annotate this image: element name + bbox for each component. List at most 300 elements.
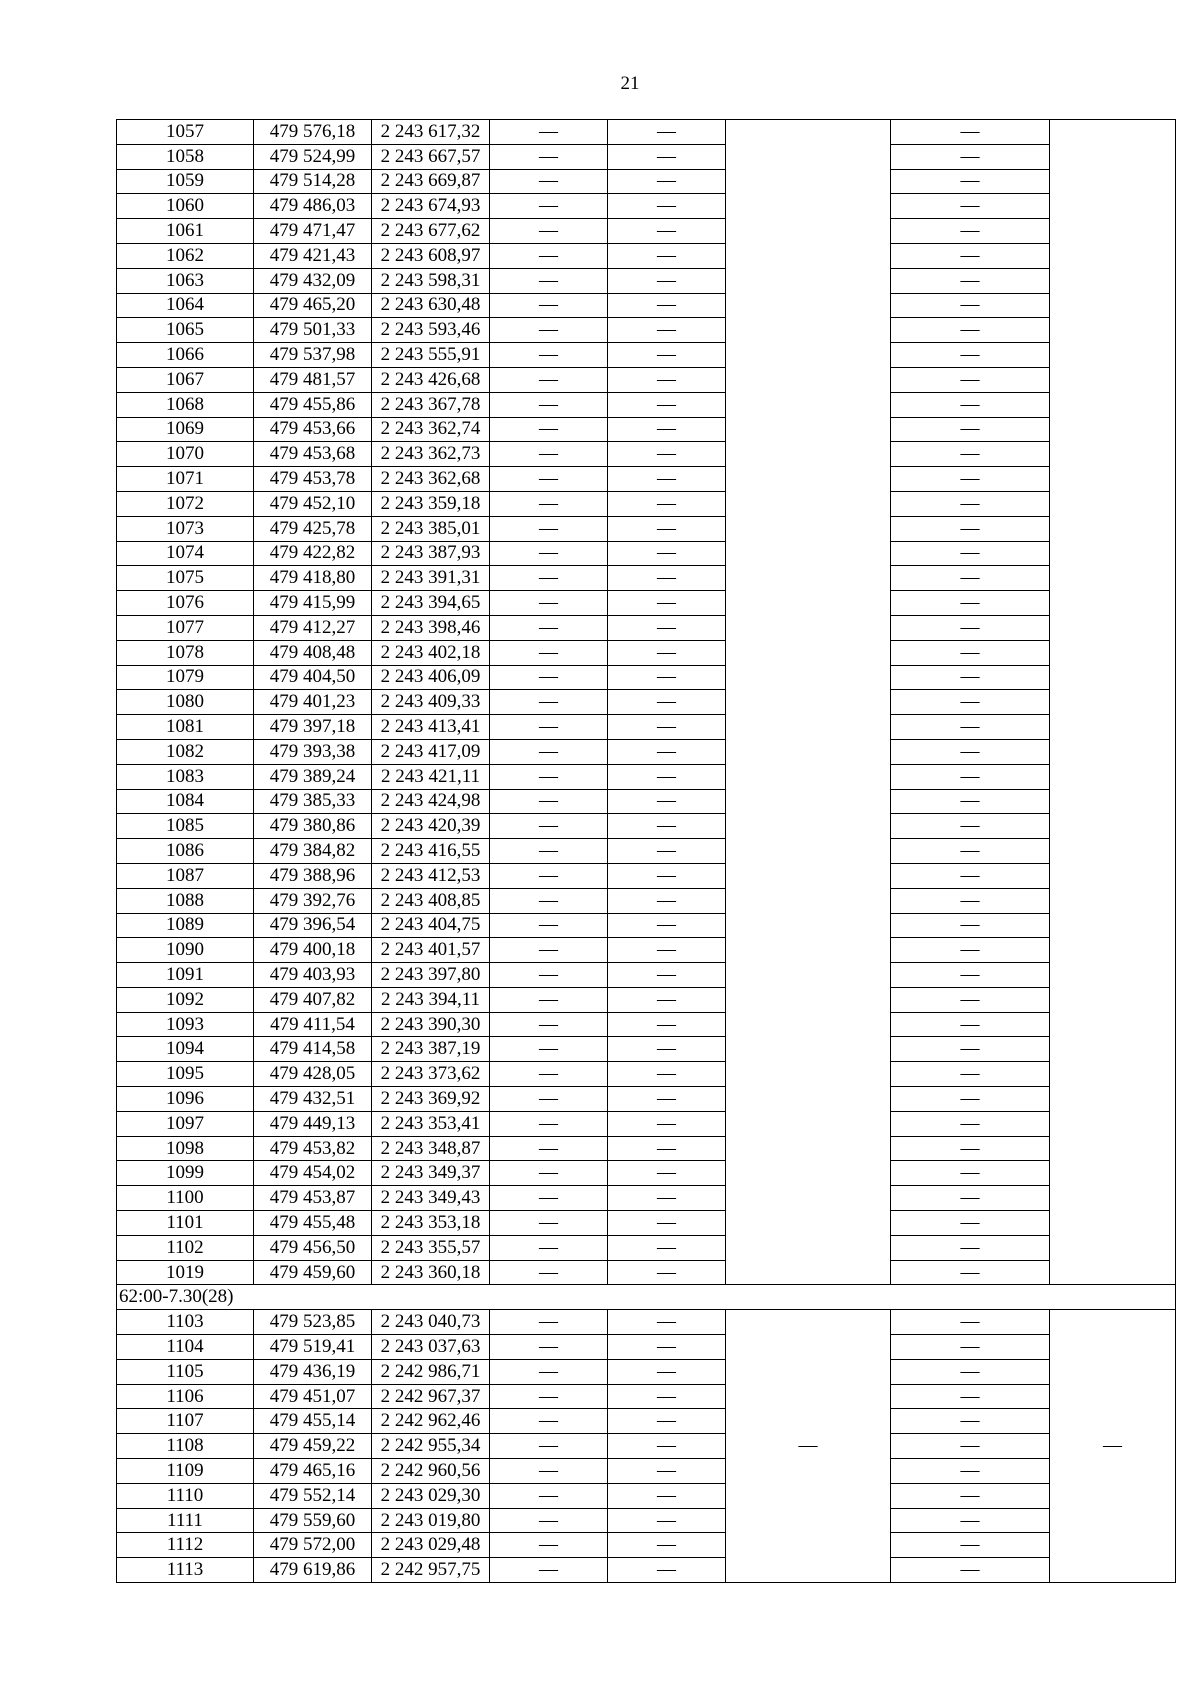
point-number: 1086 — [117, 839, 254, 864]
dash-cell: — — [608, 144, 726, 169]
coordinate-x: 479 486,03 — [254, 194, 372, 219]
table-row — [117, 120, 1176, 145]
dash-cell: — — [891, 318, 1050, 343]
dash-cell: — — [490, 467, 608, 492]
dash-cell: — — [891, 739, 1050, 764]
coordinate-x: 479 384,82 — [254, 839, 372, 864]
table-row — [117, 293, 1176, 318]
table-row — [117, 243, 1176, 268]
dash-cell: — — [891, 1235, 1050, 1260]
coordinate-x: 479 501,33 — [254, 318, 372, 343]
dash-cell: — — [490, 665, 608, 690]
coordinate-x: 479 514,28 — [254, 169, 372, 194]
dash-cell: — — [608, 318, 726, 343]
dash-cell: — — [891, 1533, 1050, 1558]
coordinate-x: 479 619,86 — [254, 1558, 372, 1583]
point-number: 1105 — [117, 1359, 254, 1384]
coordinate-y: 2 243 360,18 — [372, 1260, 490, 1285]
coordinate-x: 479 397,18 — [254, 715, 372, 740]
coordinate-x: 479 524,99 — [254, 144, 372, 169]
dash-cell: — — [891, 1062, 1050, 1087]
point-number: 1112 — [117, 1533, 254, 1558]
dash-cell: — — [608, 1062, 726, 1087]
coordinate-y: 2 243 397,80 — [372, 963, 490, 988]
dash-cell: — — [891, 715, 1050, 740]
dash-cell: — — [490, 1037, 608, 1062]
coordinate-y: 2 243 617,32 — [372, 120, 490, 145]
coordinate-y: 2 243 390,30 — [372, 1012, 490, 1037]
coordinate-x: 479 455,48 — [254, 1211, 372, 1236]
dash-cell: — — [891, 243, 1050, 268]
coordinates-table-body — [117, 120, 1176, 1583]
dash-cell: — — [891, 1260, 1050, 1285]
point-number: 1080 — [117, 690, 254, 715]
dash-cell: — — [891, 219, 1050, 244]
dash-cell: — — [608, 1012, 726, 1037]
coordinate-y: 2 243 029,30 — [372, 1483, 490, 1508]
dash-cell: — — [490, 987, 608, 1012]
dash-cell: — — [891, 789, 1050, 814]
dash-cell: — — [891, 690, 1050, 715]
table-row — [117, 1359, 1176, 1384]
coordinate-x: 479 523,85 — [254, 1310, 372, 1335]
table-row — [117, 318, 1176, 343]
dash-cell: — — [608, 863, 726, 888]
dash-cell: — — [490, 219, 608, 244]
table-row — [117, 863, 1176, 888]
dash-cell: — — [490, 1062, 608, 1087]
dash-cell: — — [891, 293, 1050, 318]
table-row — [117, 1161, 1176, 1186]
coordinate-x: 479 465,20 — [254, 293, 372, 318]
point-number: 1096 — [117, 1087, 254, 1112]
point-number: 1061 — [117, 219, 254, 244]
coordinate-x: 479 455,86 — [254, 392, 372, 417]
point-number: 1064 — [117, 293, 254, 318]
dash-cell: — — [608, 1161, 726, 1186]
coordinate-y: 2 243 401,57 — [372, 938, 490, 963]
coordinate-y: 2 243 394,11 — [372, 987, 490, 1012]
coordinate-x: 479 418,80 — [254, 566, 372, 591]
coordinate-y: 2 242 960,56 — [372, 1459, 490, 1484]
dash-cell: — — [891, 987, 1050, 1012]
dash-cell: — — [891, 1384, 1050, 1409]
coordinate-x: 479 453,82 — [254, 1136, 372, 1161]
coordinate-y: 2 243 394,65 — [372, 591, 490, 616]
dash-cell: — — [608, 367, 726, 392]
dash-cell: — — [490, 243, 608, 268]
table-row — [117, 888, 1176, 913]
dash-cell: — — [490, 715, 608, 740]
coordinate-x: 479 380,86 — [254, 814, 372, 839]
dash-cell: — — [608, 1211, 726, 1236]
point-number: 1079 — [117, 665, 254, 690]
coordinate-y: 2 243 406,09 — [372, 665, 490, 690]
dash-cell: — — [608, 591, 726, 616]
table-row — [117, 640, 1176, 665]
point-number: 1094 — [117, 1037, 254, 1062]
dash-cell: — — [490, 1235, 608, 1260]
coordinate-x: 479 465,16 — [254, 1459, 372, 1484]
coordinate-y: 2 243 402,18 — [372, 640, 490, 665]
dash-cell: — — [608, 1310, 726, 1335]
point-number: 1102 — [117, 1235, 254, 1260]
dash-cell: — — [608, 120, 726, 145]
coordinate-x: 479 411,54 — [254, 1012, 372, 1037]
table-row — [117, 839, 1176, 864]
coordinate-x: 479 449,13 — [254, 1111, 372, 1136]
table-row — [117, 715, 1176, 740]
coordinate-y: 2 243 674,93 — [372, 194, 490, 219]
point-number: 1068 — [117, 392, 254, 417]
coordinate-x: 479 401,23 — [254, 690, 372, 715]
dash-cell: — — [608, 839, 726, 864]
point-number: 1071 — [117, 467, 254, 492]
dash-cell: — — [891, 814, 1050, 839]
dash-cell: — — [608, 219, 726, 244]
point-number: 1059 — [117, 169, 254, 194]
table-row — [117, 1260, 1176, 1285]
table-row — [117, 1335, 1176, 1360]
point-number: 1060 — [117, 194, 254, 219]
coordinate-x: 479 471,47 — [254, 219, 372, 244]
dash-cell: — — [490, 343, 608, 368]
dash-cell: — — [608, 1111, 726, 1136]
table-row — [117, 764, 1176, 789]
coordinate-x: 479 432,51 — [254, 1087, 372, 1112]
point-number: 1098 — [117, 1136, 254, 1161]
point-number: 1092 — [117, 987, 254, 1012]
coordinate-x: 479 453,68 — [254, 442, 372, 467]
coordinate-y: 2 243 669,87 — [372, 169, 490, 194]
coordinate-y: 2 243 362,68 — [372, 467, 490, 492]
coordinate-x: 479 451,07 — [254, 1384, 372, 1409]
dash-cell: — — [891, 764, 1050, 789]
table-row — [117, 987, 1176, 1012]
point-number: 1084 — [117, 789, 254, 814]
dash-cell: — — [891, 1409, 1050, 1434]
dash-cell: — — [490, 1359, 608, 1384]
coordinate-y: 2 243 398,46 — [372, 615, 490, 640]
point-number: 1091 — [117, 963, 254, 988]
dash-cell: — — [608, 566, 726, 591]
dash-cell: — — [608, 1335, 726, 1360]
dash-cell: — — [490, 194, 608, 219]
dash-cell: — — [608, 987, 726, 1012]
coordinate-y: 2 243 416,55 — [372, 839, 490, 864]
dash-cell: — — [490, 1459, 608, 1484]
dash-cell: — — [608, 293, 726, 318]
dash-cell: — — [490, 144, 608, 169]
coordinate-y: 2 243 367,78 — [372, 392, 490, 417]
table-row — [117, 467, 1176, 492]
point-number: 1076 — [117, 591, 254, 616]
coordinate-x: 479 389,24 — [254, 764, 372, 789]
coordinate-x: 479 403,93 — [254, 963, 372, 988]
dash-cell: — — [608, 467, 726, 492]
coordinate-y: 2 243 353,18 — [372, 1211, 490, 1236]
coordinate-x: 479 459,22 — [254, 1434, 372, 1459]
point-number: 1109 — [117, 1459, 254, 1484]
dash-cell: — — [490, 1211, 608, 1236]
dash-cell: — — [891, 343, 1050, 368]
dash-cell: — — [608, 442, 726, 467]
dash-cell: — — [891, 120, 1050, 145]
dash-cell: — — [891, 1136, 1050, 1161]
coordinate-y: 2 243 391,31 — [372, 566, 490, 591]
table-row — [117, 789, 1176, 814]
dash-cell: — — [608, 417, 726, 442]
coordinate-x: 479 452,10 — [254, 491, 372, 516]
dash-cell: — — [608, 1235, 726, 1260]
merged-cell: — — [1050, 1310, 1176, 1583]
dash-cell: — — [490, 442, 608, 467]
dash-cell: — — [490, 1161, 608, 1186]
coordinate-x: 479 412,27 — [254, 615, 372, 640]
table-row — [117, 1186, 1176, 1211]
table-row — [117, 1012, 1176, 1037]
point-number: 1058 — [117, 144, 254, 169]
point-number: 1089 — [117, 913, 254, 938]
table-row — [117, 1483, 1176, 1508]
coordinate-x: 479 455,14 — [254, 1409, 372, 1434]
dash-cell: — — [608, 764, 726, 789]
dash-cell: — — [891, 938, 1050, 963]
dash-cell: — — [891, 1186, 1050, 1211]
point-number: 1108 — [117, 1434, 254, 1459]
dash-cell: — — [490, 764, 608, 789]
table-row — [117, 1459, 1176, 1484]
dash-cell: — — [608, 1260, 726, 1285]
dash-cell: — — [490, 392, 608, 417]
point-number: 1070 — [117, 442, 254, 467]
dash-cell: — — [490, 293, 608, 318]
dash-cell: — — [490, 1434, 608, 1459]
table-row — [117, 219, 1176, 244]
point-number: 1074 — [117, 541, 254, 566]
dash-cell: — — [608, 739, 726, 764]
dash-cell: — — [891, 1359, 1050, 1384]
coordinate-y: 2 243 412,53 — [372, 863, 490, 888]
dash-cell: — — [490, 318, 608, 343]
dash-cell: — — [490, 541, 608, 566]
dash-cell: — — [891, 268, 1050, 293]
table-row — [117, 1533, 1176, 1558]
table-row — [117, 1111, 1176, 1136]
dash-cell: — — [608, 1508, 726, 1533]
coordinate-x: 479 436,19 — [254, 1359, 372, 1384]
dash-cell: — — [891, 1310, 1050, 1335]
point-number: 1085 — [117, 814, 254, 839]
coordinate-y: 2 243 355,57 — [372, 1235, 490, 1260]
dash-cell: — — [608, 1409, 726, 1434]
table-row — [117, 1062, 1176, 1087]
dash-cell: — — [490, 888, 608, 913]
point-number: 1090 — [117, 938, 254, 963]
coordinate-y: 2 243 555,91 — [372, 343, 490, 368]
table-row — [117, 1558, 1176, 1583]
dash-cell: — — [891, 1459, 1050, 1484]
coordinate-y: 2 242 967,37 — [372, 1384, 490, 1409]
table-row — [117, 963, 1176, 988]
dash-cell: — — [490, 789, 608, 814]
dash-cell: — — [608, 1483, 726, 1508]
dash-cell: — — [608, 1459, 726, 1484]
dash-cell: — — [490, 1111, 608, 1136]
table-row — [117, 144, 1176, 169]
dash-cell: — — [891, 615, 1050, 640]
point-number: 1097 — [117, 1111, 254, 1136]
dash-cell: — — [891, 963, 1050, 988]
dash-cell: — — [608, 1558, 726, 1583]
dash-cell: — — [490, 1409, 608, 1434]
point-number: 1111 — [117, 1508, 254, 1533]
dash-cell: — — [608, 665, 726, 690]
coordinate-y: 2 243 040,73 — [372, 1310, 490, 1335]
dash-cell: — — [490, 591, 608, 616]
point-number: 1083 — [117, 764, 254, 789]
coordinate-x: 479 453,66 — [254, 417, 372, 442]
dash-cell: — — [891, 1161, 1050, 1186]
dash-cell: — — [490, 839, 608, 864]
coordinate-y: 2 243 353,41 — [372, 1111, 490, 1136]
coordinate-x: 479 388,96 — [254, 863, 372, 888]
coordinate-y: 2 243 359,18 — [372, 491, 490, 516]
coordinate-x: 479 459,60 — [254, 1260, 372, 1285]
dash-cell: — — [490, 615, 608, 640]
dash-cell: — — [891, 169, 1050, 194]
point-number: 1095 — [117, 1062, 254, 1087]
table-row — [117, 392, 1176, 417]
coordinate-x: 479 519,41 — [254, 1335, 372, 1360]
table-row — [117, 268, 1176, 293]
table-row — [117, 516, 1176, 541]
table-row — [117, 814, 1176, 839]
coordinate-y: 2 242 962,46 — [372, 1409, 490, 1434]
dash-cell: — — [608, 1037, 726, 1062]
dash-cell: — — [891, 566, 1050, 591]
coordinate-y: 2 242 986,71 — [372, 1359, 490, 1384]
dash-cell: — — [891, 1087, 1050, 1112]
dash-cell: — — [891, 1483, 1050, 1508]
table-row — [117, 1310, 1176, 1335]
table-row — [117, 343, 1176, 368]
table-row — [117, 665, 1176, 690]
point-number: 1104 — [117, 1335, 254, 1360]
coordinate-y: 2 242 955,34 — [372, 1434, 490, 1459]
dash-cell: — — [891, 367, 1050, 392]
point-number: 1099 — [117, 1161, 254, 1186]
dash-cell: — — [490, 268, 608, 293]
table-row — [117, 541, 1176, 566]
dash-cell: — — [891, 640, 1050, 665]
dash-cell: — — [891, 442, 1050, 467]
dash-cell: — — [608, 888, 726, 913]
coordinate-y: 2 243 369,92 — [372, 1087, 490, 1112]
dash-cell: — — [608, 1384, 726, 1409]
coordinate-x: 479 415,99 — [254, 591, 372, 616]
coordinate-x: 479 552,14 — [254, 1483, 372, 1508]
table-row — [117, 739, 1176, 764]
coordinate-y: 2 243 349,37 — [372, 1161, 490, 1186]
table-row — [117, 1136, 1176, 1161]
page-number: 21 — [620, 73, 640, 94]
dash-cell: — — [891, 541, 1050, 566]
table-row — [117, 1235, 1176, 1260]
point-number: 1113 — [117, 1558, 254, 1583]
point-number: 1087 — [117, 863, 254, 888]
coordinate-y: 2 243 387,19 — [372, 1037, 490, 1062]
dash-cell: — — [490, 1186, 608, 1211]
dash-cell: — — [891, 194, 1050, 219]
table-row — [117, 1409, 1176, 1434]
dash-cell: — — [490, 1483, 608, 1508]
merged-cell — [726, 120, 891, 1285]
table-row — [117, 1434, 1176, 1459]
point-number: 1088 — [117, 888, 254, 913]
coordinate-y: 2 243 037,63 — [372, 1335, 490, 1360]
dash-cell: — — [891, 1335, 1050, 1360]
dash-cell: — — [891, 839, 1050, 864]
dash-cell: — — [490, 491, 608, 516]
coordinate-x: 479 453,87 — [254, 1186, 372, 1211]
coordinate-x: 479 537,98 — [254, 343, 372, 368]
coordinate-x: 479 576,18 — [254, 120, 372, 145]
dash-cell: — — [608, 938, 726, 963]
coordinate-y: 2 243 426,68 — [372, 367, 490, 392]
coordinate-x: 479 572,00 — [254, 1533, 372, 1558]
dash-cell: — — [608, 516, 726, 541]
coordinate-y: 2 243 417,09 — [372, 739, 490, 764]
dash-cell: — — [490, 1087, 608, 1112]
coordinate-x: 479 392,76 — [254, 888, 372, 913]
dash-cell: — — [891, 392, 1050, 417]
dash-cell: — — [891, 1111, 1050, 1136]
point-number: 1072 — [117, 491, 254, 516]
coordinate-y: 2 243 420,39 — [372, 814, 490, 839]
dash-cell: — — [490, 863, 608, 888]
dash-cell: — — [608, 1434, 726, 1459]
dash-cell: — — [891, 863, 1050, 888]
table-row — [117, 1384, 1176, 1409]
coordinate-y: 2 243 598,31 — [372, 268, 490, 293]
dash-cell: — — [608, 814, 726, 839]
dash-cell: — — [490, 417, 608, 442]
dash-cell: — — [490, 120, 608, 145]
point-number: 1093 — [117, 1012, 254, 1037]
coordinate-x: 479 432,09 — [254, 268, 372, 293]
point-number: 1078 — [117, 640, 254, 665]
coordinate-y: 2 243 408,85 — [372, 888, 490, 913]
dash-cell: — — [891, 888, 1050, 913]
coordinate-y: 2 243 409,33 — [372, 690, 490, 715]
dash-cell: — — [490, 1533, 608, 1558]
dash-cell: — — [608, 491, 726, 516]
point-number: 1082 — [117, 739, 254, 764]
point-number: 1062 — [117, 243, 254, 268]
section-label: 62:00-7.30(28) — [117, 1285, 1176, 1310]
dash-cell: — — [608, 243, 726, 268]
dash-cell: — — [608, 268, 726, 293]
coordinate-x: 479 425,78 — [254, 516, 372, 541]
point-number: 1107 — [117, 1409, 254, 1434]
dash-cell: — — [891, 1558, 1050, 1583]
coordinate-x: 479 421,43 — [254, 243, 372, 268]
point-number: 1101 — [117, 1211, 254, 1236]
dash-cell: — — [608, 1087, 726, 1112]
coordinate-y: 2 242 957,75 — [372, 1558, 490, 1583]
dash-cell: — — [891, 491, 1050, 516]
